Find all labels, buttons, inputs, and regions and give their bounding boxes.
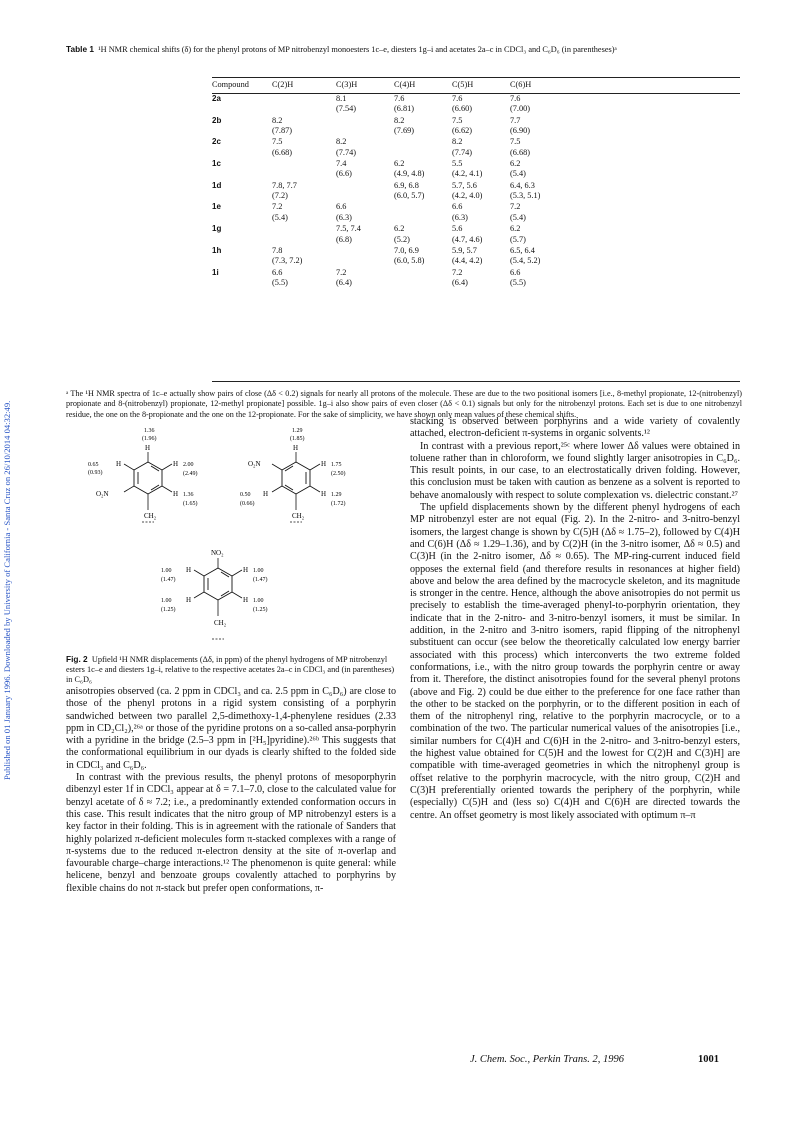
shift-cell [272,94,336,116]
d-value: (2.50) [331,471,346,477]
h-label: H [321,460,327,468]
shift-cell: 7.8, 7.7 (7.2) [272,180,297,201]
d-value: (1.72) [331,501,346,507]
d-value: (0.93) [88,470,103,476]
table-row [212,224,740,246]
shift-cell: 7.2 (5.4) [510,202,526,222]
d-value: (1.25) [161,607,176,613]
shift-cell: 7.6 (6.60) [452,94,473,114]
structure-3-nitro [240,428,346,522]
d-value: 1.00 [161,598,172,604]
h-label: H [321,490,327,498]
table-row [212,116,740,138]
paragraph: In contrast with a previous report,²⁵ᶜ where lower Δδ values were obtained in toluene rather than in chloroform, we found slightly larger anisotropies in C₆D₆. This result points, in our case, to an electrostatically driven folding. However, this conclusion must be taken with caution as benzene as a solvent is reported to behave anomalously with respect to solute complexation vs. dielectric constant.²⁷ [410,440,740,501]
shift-cell: 7.7 (6.90) [510,115,531,136]
shift-cell: 8.1 (7.54) [336,94,357,114]
substituent-label: NO₂ [211,549,224,557]
table-body [212,94,740,289]
shift-cell: 6.2 (4.9, 4.8) [394,159,425,179]
shift-cell: 7.0, 6.9 (6.0, 5.8) [394,245,425,266]
compound-cell: 2b [212,115,222,125]
compound-cell: 1d [212,180,222,190]
right-column [410,416,740,822]
structure-4-nitro [161,549,268,639]
page-number: 1001 [698,1054,719,1065]
shift-cell: 6.6 (6.3) [452,202,468,222]
nmr-table [212,80,740,289]
shift-cell: 7.4 (6.6) [336,159,352,179]
col-header: C(6)H [510,80,532,89]
shift-cell: 5.5 (4.2, 4.1) [452,159,483,179]
shift-cell [394,202,452,224]
d-value: (0.66) [240,501,255,507]
substituent-label: O₂N [96,490,109,498]
figure-structures [56,418,406,656]
d-value: (1.65) [183,501,198,507]
shift-cell: 7.6 (7.00) [510,94,531,114]
shift-cell: 7.2 (6.4) [452,267,468,287]
h-label: H [243,596,249,604]
d-value: (1.85) [290,436,305,442]
table-caption [66,44,742,55]
h-label: H [293,444,299,452]
shift-cell: 6.2 (5.2) [394,224,410,244]
col-header: C(2)H [272,80,294,89]
shift-cell: 8.2 (7.69) [394,115,415,136]
d-value: 1.29 [331,492,342,498]
d-value: (1.47) [253,577,268,583]
substituent-label: O₂N [248,460,261,468]
h-label: H [173,460,179,468]
h-label: H [186,596,192,604]
ch2-label: CH₂ [292,512,305,520]
ch2-label: CH₂ [144,512,157,520]
table-footnote: ᵃ The ¹H NMR spectra of 1c–e actually show pairs of close (Δδ < 0.2) signals for nearly all protons of the molecule. These are due to the two positional isomers [i.e., 8-methyl propionate, 12-(nitrobenzyl) propionate and 8-(nitrobenzyl) propionate, 12-methyl propionate] possible. 1g–i also show pairs of even closer (Δδ < 0.1) signals but only for the nitrobenzyl protons. Each set is due to one nitrobenzyl residue, the one on the 8-propionate and the one on the 12-propionate. For the sake of simplicity, we have shown only mean values of these chemical shifts. [66,389,742,419]
shift-cell: 5.7, 5.6 (4.2, 4.0) [452,180,483,201]
table-row [212,246,740,268]
compound-cell: 1e [212,202,221,212]
journal-citation: J. Chem. Soc., Perkin Trans. 2, 1996 [470,1054,624,1065]
table-row [212,159,740,181]
shift-cell: 6.4, 6.3 (5.3, 5.1) [510,180,541,201]
d-value: (1.96) [142,436,157,442]
d-value: (2.49) [183,471,198,477]
col-header: C(3)H [336,80,358,89]
d-value: 1.00 [161,568,172,574]
paragraph: In contrast with the previous results, the phenyl protons of mesoporphyrin dibenzyl ester 1f in CDCl₃ appear at δ = 7.1–7.0, close to the calculated value for benzyl acetate of δ ≈ 7.2; i.e., a predominantly extended conformation occurs in this case. This result indicates that the nitro group of MP nitrobenzyl esters is a key factor in their folding. This is in agreement with the rationale of Sanders that highly polarized π-deficient molecules form π-stacked complexes with a range of π-systems due to the reduced π-electron density at the site of π-overlap and favourable charge–charge interactions.¹² The phenomenon is quite general: while helicene, benzyl and benzoate groups covalently attached to porphyrins by flexible chains do not π-stack but prefer open conformations, π- [66,772,396,894]
d-value: 0.65 [88,462,99,468]
shift-cell: 7.5, 7.4 (6.8) [336,224,361,244]
table-header-row [212,80,740,94]
compound-cell: 1i [212,267,219,277]
figure-caption [66,654,396,686]
col-header: C(5)H [452,80,474,89]
left-column [66,686,396,895]
shift-cell: 8.2 (7.87) [272,115,293,136]
d-value: 1.36 [144,428,155,434]
h-label: H [173,490,179,498]
table-bottom-rule [212,381,740,382]
figure-label: Fig. 2 [66,654,88,664]
shift-cell: 7.2 (5.4) [272,202,288,222]
shift-cell: 7.6 (6.81) [394,94,415,114]
table-label: Table 1 [66,44,94,54]
shift-cell: 6.9, 6.8 (6.0, 5.7) [394,180,425,201]
shift-cell [394,268,452,290]
table-top-rule [212,77,740,78]
shift-cell: 7.5 (6.62) [452,115,473,136]
compound-cell: 1c [212,159,221,169]
h-label: H [243,566,249,574]
compound-cell: 1g [212,224,222,234]
d-value: 1.75 [331,462,342,468]
table-row [212,94,740,116]
shift-cell: 6.6 (5.5) [272,267,288,287]
h-label: H [116,460,122,468]
d-value: 1.29 [292,428,303,434]
ch2-label: CH₂ [214,619,227,627]
shift-cell: 6.5, 6.4 (5.4, 5.2) [510,245,541,266]
shift-cell: 7.5 (6.68) [272,137,293,157]
table-caption-text: ¹H NMR chemical shifts (δ) for the phenyl protons of MP nitrobenzyl monoesters 1c–e, diesters 1g–i and acetates 2a–c in CDCl₃ and C₆D₆ (in parentheses)ᵃ [98,45,617,54]
compound-cell: 1h [212,245,222,255]
h-label: H [145,444,151,452]
shift-cell [336,246,394,268]
d-value: 1.36 [183,492,194,498]
table-row [212,181,740,203]
shift-cell: 7.2 (6.4) [336,267,352,287]
shift-cell: 7.5 (6.68) [510,137,531,157]
paragraph: The upfield displacements shown by the different phenyl hydrogens of each MP nitrobenzyl ester are not equal (Fig. 2). In the 2-nitro- and 3-nitro-benzyl isomers, the largest change is shown by C(5)H (Δδ ≈ 1.75–2), followed by C(4)H and C(6)H (Δδ ≈ 1.29–1.36), and by C(2)H (in the 3-nitro isomer, Δδ ≈ 0.5) and C(3)H (in the 2-nitro isomer, Δδ ≈ 0.65). The MP-ring-current induced field opposes the external field (and therefore results in resonances at higher field) above and below the area defined by the macrocycle skeleton, and its magnitude is stronger in the centre. Hence, although the above anisotropies do not permit us precisely to establish the time-averaged phenyl-to-porphyrin orientation, they indicate that in the 2-nitro- and 3-nitro-benzyl isomers, it must be similar. In addition, in the 2-nitro and 3-nitro isomers, rapid flipping of the nitrophenyl substituent can occur (see below the theoretically calculated low energy barrier associated with this process) which interconverts the two extreme folded conformations, i.e., with the nitro group towards the porphyrin centre or away from it. Therefore, the distinct anisotropies found for the several phenyl protons (above and Fig. 2) could be due either to the preference for one face rather than the other to be stacked on the porphyrin, or to the different position in each of them of the nitrophenyl ring, relative to the porphyrin macrocycle, or to a combination of the two. The particular numerical values of the anisotropies [i.e., similar numbers for C(4)H and C(6)H in the 2-nitro- and 3-nitro-benzyl esters, the highest value obtained for C(5)H and the lowest for C(2)H and C(3)H] are compatible with time-averaged geometries in which the nitrophenyl group is offset relative to the porphyrin macrocycle, with the nitro group, C(2)H and C(3)H preferentially oriented towards the periphery of the porphyrin, while (especially) C(5)H and (less so) C(4)H and C(6)H are directed towards the centre. An offset geometry is most likely associated with optimum π–π [410,502,740,821]
paragraph: anisotropies observed (ca. 2 ppm in CDCl₃ and ca. 2.5 ppm in C₆D₆) are close to those of the phenyl protons in a rigid system consisting of a porphyrin sandwiched between two parallel 2,5-dimethoxy-1,4-phenylene residues (2.33 ppm in CD₂Cl₂),²⁶ᵃ or those of the pyridine protons on a so-called ansa-porphyrin with a pyridine in the bridge (2.5–3 ppm in [²H₅]pyridine).²⁶ᵇ This suggests that the conformational equilibrium in our dyads is clearly shifted to the folded side in CDCl₃ and C₆D₆. [66,686,396,771]
shift-cell: 6.6 (5.5) [510,267,526,287]
d-value: (1.47) [161,577,176,583]
shift-cell [272,159,336,181]
d-value: 2.00 [183,462,194,468]
structure-2-nitro [88,428,198,522]
download-watermark[interactable]: Published on 01 January 1996. Downloaded by University of California - Santa Cruz on 26/10/2014 04:32:49. [2,400,12,780]
shift-cell [394,137,452,159]
col-header: C(4)H [394,80,416,89]
paragraph: stacking is observed between porphyrins and a wide variety of covalently attached, electron-deficient π-systems in organic solvents.¹² [410,416,740,440]
shift-cell: 6.2 (5.7) [510,224,526,244]
h-label: H [186,566,192,574]
shift-cell: 5.6 (4.7, 4.6) [452,224,483,244]
table-header-rule [212,93,740,94]
d-value: 1.00 [253,568,264,574]
d-value: 0.50 [240,492,251,498]
shift-cell [336,116,394,138]
d-value: 1.00 [253,598,264,604]
shift-cell: 6.6 (6.3) [336,202,352,222]
compound-cell: 2a [212,94,221,103]
h-label: H [263,490,269,498]
shift-cell [336,181,394,203]
shift-cell: 8.2 (7.74) [336,137,357,157]
compound-cell: 2c [212,137,221,147]
shift-cell [272,224,336,246]
d-value: (1.25) [253,607,268,613]
shift-cell: 7.8 (7.3, 7.2) [272,245,303,266]
col-header: Compound [212,80,249,89]
shift-cell: 6.2 (5.4) [510,159,526,179]
table-row [212,137,740,159]
table-row [212,202,740,224]
shift-cell: 5.9, 5.7 (4.4, 4.2) [452,245,483,266]
table-row [212,268,740,290]
figure-caption-text: Upfield ¹H NMR displacements (Δδ, in ppm) of the phenyl hydrogens of MP nitrobenzyl esters 1c–e and diesters 1g–i, relative to the respective acetates 2a–c in CDCl₃ and (in parentheses) in C₆D₆ [66,655,395,685]
shift-cell: 8.2 (7.74) [452,137,473,157]
